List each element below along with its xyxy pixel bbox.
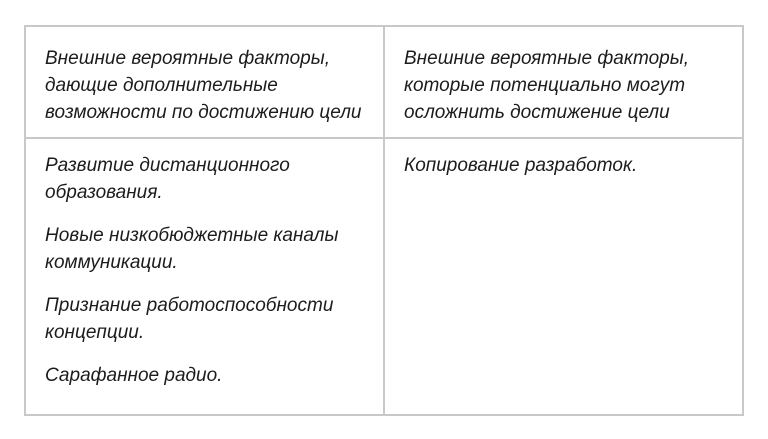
opportunities-cell <box>26 139 385 414</box>
opportunity-item: Новые низкобюджетные каналы коммуникации. <box>45 225 339 273</box>
header-cell-threats <box>385 27 742 139</box>
opportunity-item: Признание работоспособности концепции. <box>45 295 334 343</box>
header-opportunities-text: Внешние вероятные факторы, дающие дополнительные возможности по достижению цели <box>45 48 362 123</box>
header-cell-opportunities <box>26 27 385 139</box>
opportunity-item: Развитие дистанционного образования. <box>45 155 290 203</box>
opportunities-threats-table <box>24 25 744 416</box>
header-threats-text: Внешние вероятные факторы, которые потенциально могут осложнить достижение цели <box>404 48 690 123</box>
threat-item: Копирование разработок. <box>404 155 638 176</box>
threats-cell <box>385 139 742 414</box>
opportunity-item: Сарафанное радио. <box>45 365 223 386</box>
